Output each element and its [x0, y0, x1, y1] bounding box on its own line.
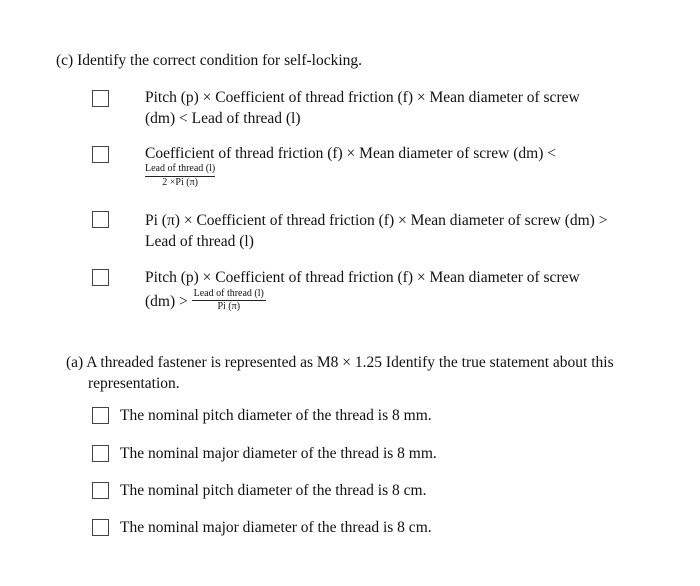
question-c-option-2-fraction: [145, 163, 215, 189]
question-c-option-4-fraction: [192, 288, 266, 313]
question-c-option-1-line2: (dm) < Lead of thread (l): [145, 110, 301, 127]
question-c-option-1-checkbox[interactable]: [92, 90, 109, 107]
question-a-title-line1: (a) A threaded fastener is represented as M8 × 1.25 Identify the true statement about this: [66, 354, 614, 371]
question-a-option-2: The nominal major diameter of the thread is 8 mm.: [120, 445, 437, 462]
question-a-option-4-checkbox[interactable]: [92, 519, 109, 536]
fraction-numerator: Lead of thread (l): [193, 288, 264, 299]
question-c-option-3-line2: Lead of thread (l): [145, 233, 254, 250]
question-c-option-4-line1: Pitch (p) × Coefficient of thread friction (f) × Mean diameter of screw: [145, 269, 580, 286]
question-a-option-3-checkbox[interactable]: [92, 482, 109, 499]
question-c-option-1-line1: Pitch (p) × Coefficient of thread friction (f) × Mean diameter of screw: [145, 89, 580, 106]
question-a-option-1: The nominal pitch diameter of the thread is 8 mm.: [120, 407, 432, 424]
fraction-denominator: Pi (π): [217, 301, 241, 312]
question-c-option-3-checkbox[interactable]: [92, 211, 109, 228]
question-c-option-2: [145, 143, 556, 189]
question-c-option-4-line2-prefix: (dm) >: [145, 293, 188, 311]
question-c-option-2-line1: Coefficient of thread friction (f) × Mean diameter of screw (dm) <: [145, 145, 556, 162]
question-a-option-1-checkbox[interactable]: [92, 407, 109, 424]
question-c-option-1: [145, 87, 580, 129]
fraction-denominator: 2 ×Pi (π): [162, 177, 198, 188]
question-c-option-3: [145, 210, 607, 252]
question-a-title: [66, 352, 614, 394]
fraction-numerator: Lead of thread (l): [145, 163, 215, 177]
question-c-option-4: [145, 267, 580, 315]
question-c-option-2-checkbox[interactable]: [92, 146, 109, 163]
question-c-title: (c) Identify the correct condition for self-locking.: [56, 52, 363, 69]
question-a-option-3: The nominal pitch diameter of the thread is 8 cm.: [120, 482, 427, 499]
question-c-option-4-checkbox[interactable]: [92, 269, 109, 286]
question-a-option-2-checkbox[interactable]: [92, 445, 109, 462]
question-a-option-4: The nominal major diameter of the thread is 8 cm.: [120, 519, 432, 536]
question-a-title-line2: representation.: [88, 375, 180, 392]
question-c-option-3-line1: Pi (π) × Coefficient of thread friction (f) × Mean diameter of screw (dm) >: [145, 212, 608, 229]
